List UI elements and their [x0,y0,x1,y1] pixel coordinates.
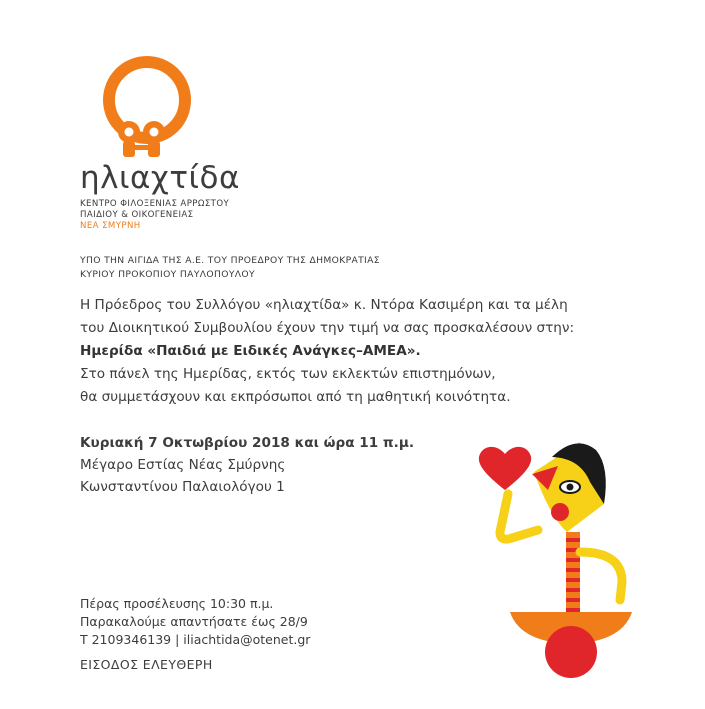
brand-name: ηλιαχτίδα [80,160,240,196]
rsvp-note: Παρακαλούμε απαντήσατε έως 28/9 [80,614,308,629]
event-date-time: Κυριακή 7 Οκτωβρίου 2018 και ώρα 11 π.μ. [80,435,414,451]
aegis-line2: ΚΥΡΙΟΥ ΠΡΟΚΟΠΙΟΥ ΠΑΥΛΟΠΟΥΛΟΥ [80,269,255,280]
heart-icon [479,447,531,490]
contact-info: T 2109346139 | iliachtida@otenet.gr [80,632,311,647]
event-title: Ημερίδα «Παιδιά με Ειδικές Ανάγκες–ΑΜΕΑ». [80,343,421,359]
logo-subtitle-line2: ΠΑΙΔΙΟΥ & ΟΙΚΟΓΕΝΕΙΑΣ [80,210,194,220]
event-venue: Μέγαρο Εστίας Νέας Σμύρνης [80,457,286,473]
invitation-line1: Η Πρόεδρος του Συλλόγου «ηλιαχτίδα» κ. Ντόρα Κασιμέρη και τα μέλη [80,297,568,313]
sun-with-two-figures-logo [92,52,202,162]
logo-location: ΝΕΑ ΣΜΥΡΝΗ [80,221,141,231]
invitation-line4: Στο πάνελ της Ημερίδας, εκτός των εκλεκτών επιστημόνων, [80,366,496,382]
invitation-line2: του Διοικητικού Συμβουλίου έχουν την τιμή να σας προσκαλέσουν στην: [80,320,575,336]
logo-subtitle-line1: ΚΕΝΤΡΟ ΦΙΛΟΞΕΝΙΑΣ ΑΡΡΩΣΤΟΥ [80,199,230,209]
aegis-line1: ΥΠΟ ΤΗΝ ΑΙΓΙΔΑ ΤΗΣ Α.Ε. ΤΟΥ ΠΡΟΕΔΡΟΥ ΤΗΣ ΔΗΜΟΚΡΑΤΙΑΣ [80,255,380,266]
invitation-line5: θα συμμετάσχουν και εκπρόσωποι από τη μαθητική κοινότητα. [80,389,511,405]
event-address: Κωνσταντίνου Παλαιολόγου 1 [80,479,285,495]
arrival-note: Πέρας προσέλευσης 10:30 π.μ. [80,596,274,611]
free-entry-label: ΕΙΣΟΔΟΣ ΕΛΕΥΘΕΡΗ [80,657,213,672]
figure-holding-heart-illustration [472,432,652,682]
